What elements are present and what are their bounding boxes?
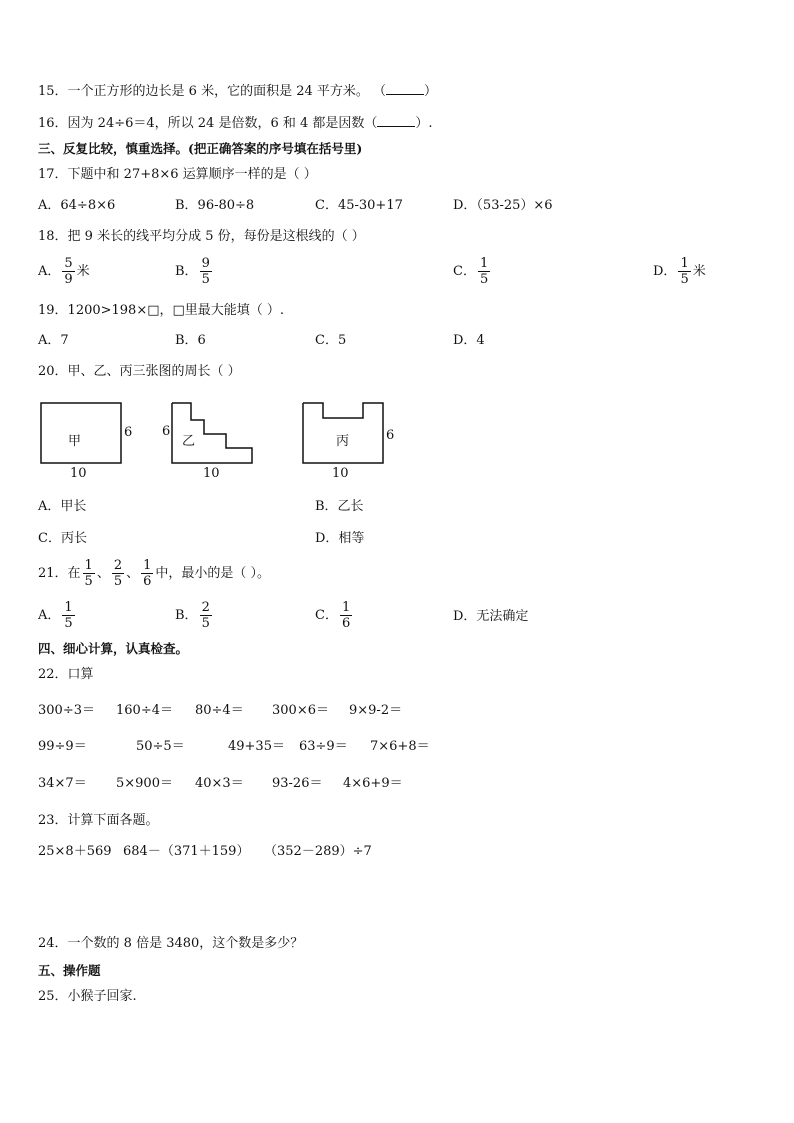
calc-item: 160÷4＝ bbox=[116, 703, 173, 718]
calc-item: 50÷5＝ bbox=[136, 739, 185, 754]
q21-option-d[interactable]: D．无法确定 bbox=[453, 609, 529, 624]
question-18-text: 18．把 9 米长的线平均分成 5 份，每份是这根线的（ ） bbox=[38, 229, 365, 244]
question-20-text: 20．甲、乙、丙三张图的周长（ ） bbox=[38, 364, 241, 379]
fraction: $\frac{1}{6}$ bbox=[341, 600, 351, 631]
figure-bing-bottom: 10 bbox=[332, 466, 349, 481]
q17-option-a[interactable]: A．64÷8×6 bbox=[38, 198, 116, 213]
figure-yi-label: 乙 bbox=[182, 434, 196, 449]
fraction: $\frac{1}{6}$ bbox=[143, 558, 152, 589]
question-17-text: 17．下题中和 27+8×6 运算顺序一样的是（ ） bbox=[38, 167, 317, 182]
calc-item: 25×8＋569 bbox=[38, 844, 112, 859]
question-25-text: 25．小猴子回家. bbox=[38, 989, 137, 1004]
fraction: $\frac{1}{5}$ bbox=[64, 600, 73, 631]
calc-item: 4×6+9＝ bbox=[343, 776, 403, 791]
calc-item: 99÷9＝ bbox=[38, 739, 87, 754]
q21-option-b[interactable]: B． $\frac{2}{5}$ bbox=[175, 600, 210, 631]
calc-item: 63÷9＝ bbox=[299, 739, 348, 754]
q19-option-c[interactable]: C．5 bbox=[315, 333, 347, 348]
fraction: $\frac{5}{9}$ bbox=[64, 256, 73, 287]
section-4-heading: 四、细心计算，认真检查。 bbox=[38, 641, 189, 656]
q20-option-d[interactable]: D．相等 bbox=[315, 531, 365, 546]
question-16 bbox=[38, 114, 433, 133]
fraction: $\frac{1}{5}$ bbox=[479, 256, 489, 287]
q19-option-b[interactable]: B．6 bbox=[175, 333, 206, 348]
question-22-title: 22．口算 bbox=[38, 667, 94, 682]
calc-item: 300÷3＝ bbox=[38, 703, 95, 718]
section-5-heading: 五、操作题 bbox=[38, 963, 101, 978]
answer-blank[interactable] bbox=[386, 82, 424, 95]
question-19-text: 19．1200>198×□，□里最大能填（ ）. bbox=[38, 303, 285, 318]
q19-option-d[interactable]: D．4 bbox=[453, 333, 485, 348]
q19-option-a[interactable]: A．7 bbox=[38, 333, 69, 348]
q18-option-b[interactable]: B． $\frac{9}{5}$ bbox=[175, 256, 210, 287]
calc-item: 7×6+8＝ bbox=[370, 739, 430, 754]
bracket-close: ）. bbox=[415, 116, 433, 131]
section-3-heading: 三、反复比较，慎重选择。(把正确答案的序号填在括号里) bbox=[38, 141, 363, 156]
figure-yi-side: 6 bbox=[162, 424, 171, 439]
figure-jia-side: 6 bbox=[124, 425, 133, 440]
q21-option-a[interactable]: A． $\frac{1}{5}$ bbox=[38, 600, 73, 631]
calc-item: 40×3＝ bbox=[195, 776, 244, 791]
q17-option-b[interactable]: B．96-80÷8 bbox=[175, 198, 255, 213]
q20-option-b[interactable]: B．乙长 bbox=[315, 499, 364, 514]
figure-bing-label: 丙 bbox=[336, 434, 350, 449]
question-16-text: 16．因为 24÷6＝4，所以 24 是倍数，6 和 4 都是因数（ bbox=[38, 116, 378, 131]
figure-jia-bottom: 10 bbox=[70, 466, 87, 481]
figure-bing-side: 6 bbox=[386, 428, 395, 443]
q20-option-a[interactable]: A．甲长 bbox=[38, 499, 87, 514]
fraction: $\frac{2}{5}$ bbox=[113, 558, 123, 589]
q17-option-c[interactable]: C．45-30+17 bbox=[315, 198, 403, 213]
q18-option-c[interactable]: C． $\frac{1}{5}$ bbox=[453, 256, 489, 287]
calc-item: 5×900＝ bbox=[116, 776, 173, 791]
figure-jia-label: 甲 bbox=[68, 434, 82, 449]
q18-option-a[interactable]: A． $\frac{5}{9}$ 米 bbox=[38, 256, 90, 287]
question-24-text: 24．一个数的 8 倍是 3480，这个数是多少？ bbox=[38, 936, 304, 951]
bracket-close: ） bbox=[424, 84, 438, 99]
calc-item: 49+35＝ bbox=[228, 739, 285, 754]
calc-item: （352－289）÷7 bbox=[264, 844, 372, 859]
q18-option-d[interactable]: D． $\frac{1}{5}$ 米 bbox=[653, 256, 706, 287]
calc-item: 9×9-2＝ bbox=[349, 703, 403, 718]
fraction: $\frac{1}{5}$ bbox=[680, 256, 689, 287]
question-15-text: 15．一个正方形的边长是 6 米，它的面积是 24 平方米。 （ bbox=[38, 84, 387, 99]
fraction: $\frac{2}{5}$ bbox=[201, 600, 210, 631]
calc-item: 684－（371＋159） bbox=[123, 844, 250, 859]
figure-jia bbox=[36, 398, 136, 470]
fraction: $\frac{9}{5}$ bbox=[201, 256, 210, 287]
q21-option-c[interactable]: C． $\frac{1}{6}$ bbox=[315, 600, 351, 631]
figure-yi bbox=[166, 398, 261, 470]
calc-item: 34×7＝ bbox=[38, 776, 87, 791]
fraction: $\frac{1}{5}$ bbox=[84, 558, 93, 589]
calc-item: 93-26＝ bbox=[272, 776, 323, 791]
question-21-text: 21．在 $\frac{1}{5}$ 、 $\frac{2}{5}$ 、 $\frac{1}{6}$ 中，最小的是（ ）。 bbox=[38, 558, 271, 589]
calc-item: 300×6＝ bbox=[272, 703, 329, 718]
question-23-title: 23．计算下面各题。 bbox=[38, 813, 159, 828]
calc-item: 80÷4＝ bbox=[195, 703, 244, 718]
question-15 bbox=[38, 82, 437, 101]
figure-yi-bottom: 10 bbox=[203, 466, 220, 481]
q17-option-d[interactable]: D．（53-25）×6 bbox=[453, 198, 553, 213]
answer-blank[interactable] bbox=[377, 114, 415, 127]
q20-option-c[interactable]: C．丙长 bbox=[38, 531, 87, 546]
